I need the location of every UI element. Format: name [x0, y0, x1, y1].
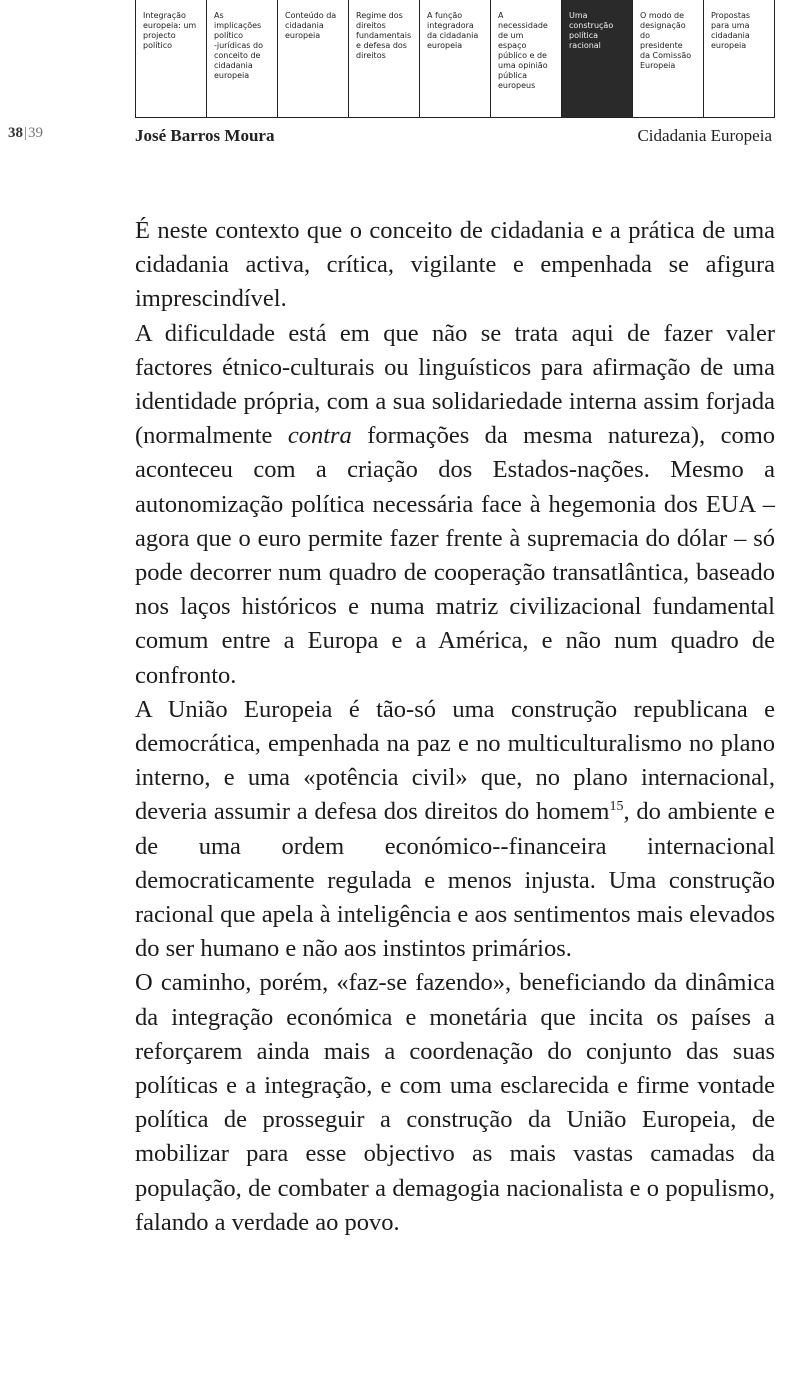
nav-item-funcao-integradora: A função integradora da cidadania europeia [420, 0, 491, 117]
nav-item-implicacoes-politico-juridicas: As implicações político -jurídicas do conceito de cidadania europeia [207, 0, 278, 117]
nav-item-regime-direitos: Regime dos direitos fundamentais e defesa dos direitos [349, 0, 420, 117]
page-numbers [8, 125, 43, 142]
paragraph-4: O caminho, porém, «faz-se fazendo», beneficiando da dinâmica da integração económica e monetária que incita os países a reforçarem ainda mais a coordenação do conjunto das suas políticas e a integração, e com uma esclarecida e firme vontade política de prosseguir a construção da União Europeia, de mobilizar para esse objectivo as mais vastas camadas da população, de combater a demagogia nacionalista e o populismo, falando a verdade ao povo. [135, 969, 775, 1236]
chapter-navigation-strip [135, 0, 775, 118]
nav-item-propostas-cidadania: Propostas para uma cidadania europeia [711, 11, 751, 50]
paragraph-3-part-2: , do ambiente e de uma ordem económico--financeira internacional democraticamente regulada e menos injusta. Uma construção racional que apela à inteligência e aos sentimentos mais elevados do ser humano e não aos instintos primários. [135, 798, 775, 963]
paragraph-2-part-2: formações da mesma natureza), como aconteceu com a criação dos Estados-nações. Mesmo a autonomização política necessária face à hegemonia dos EUA – agora que o euro permite fazer frente à supremacia do dólar – só pode decorrer num quadro de cooperação transatlântica, baseado nos laços históricos e numa matriz civilizacional fundamental comum entre a Europa e a América, e não num quadro de confronto. [135, 422, 776, 689]
nav-item-integracao-europeia: Integração europeia: um projecto político [136, 0, 207, 117]
nav-item-construcao-politica-racional: Uma construção política racional [562, 0, 633, 117]
running-header-author: José Barros Moura [135, 126, 275, 145]
footnote-reference: 15 [609, 799, 624, 815]
paragraph-2-emphasis: contra [287, 422, 352, 450]
paragraph-1: É neste contexto que o conceito de cidadania e a prática de uma cidadania activa, crítica, vigilante e empenhada se afigura imprescindível. [135, 217, 775, 313]
paragraph-2 [135, 317, 775, 693]
body-text [135, 214, 775, 1240]
nav-item-conteudo-cidadania: Conteúdo da cidadania europeia [278, 0, 349, 117]
nav-item-designacao-presidente: O modo de designação do presidente da Comissão Europeia [633, 0, 704, 117]
page-number-current: 38 [8, 125, 23, 141]
paragraph-2-part-1: A dificuldade está em que não se trata aqui de fazer valer factores étnico-culturais ou linguísticos para afirmação de uma identidade própria, com a sua solidariedade interna assim forjada (normalmente [135, 319, 775, 450]
page-number-facing: 39 [28, 125, 44, 141]
paragraph-3-part-1: A União Europeia é tão-só uma construção republicana e democrática, empenhada na paz e no multiculturalismo no plano interno, e uma «potência civil» que, no plano internacional, deveria assumir a defesa dos direitos do homem [135, 695, 775, 826]
page-number-separator: | [24, 125, 28, 141]
running-header-book-title: Cidadania Europeia [637, 126, 772, 145]
paragraph-3 [135, 693, 775, 967]
nav-item-espaco-publico: A necessidade de um espaço público e de uma opinião pública europeus [491, 0, 562, 117]
